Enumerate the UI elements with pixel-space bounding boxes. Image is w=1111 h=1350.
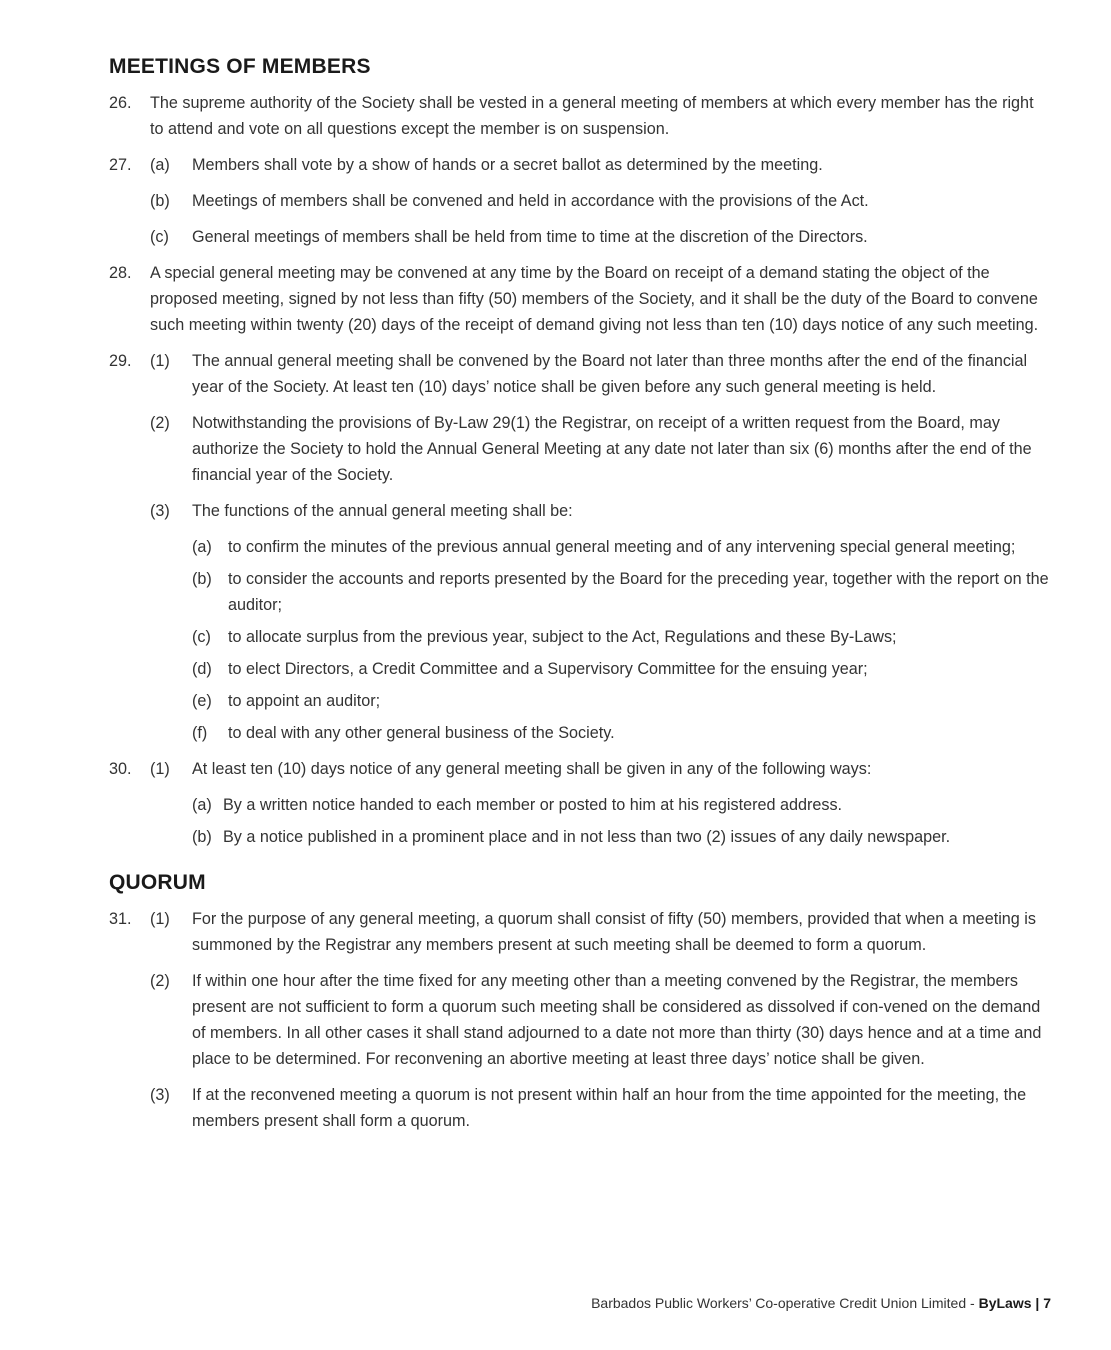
notice-way-text: By a notice published in a prominent place and in not less than two (2) issues of any daily newspaper. [223,828,951,846]
notice-way-label: (b) [192,828,212,846]
clause [150,906,1051,958]
page-number: 7 [1043,1295,1051,1311]
clause-text: The functions of the annual general meeting shall be: [192,502,573,520]
footer-organization: Barbados Public Workers’ Co-operative Credit Union Limited - [591,1295,979,1311]
function-label: (f) [192,724,208,742]
function-text: to confirm the minutes of the previous annual general meeting and of any intervening special general meeting; [228,538,1016,556]
notice-way-item [192,824,1051,850]
notice-ways-list [192,792,1051,850]
bylaw-26 [109,90,1051,142]
function-label: (b) [192,570,212,588]
clause [150,756,1051,850]
bylaw-number: 30. [109,760,132,778]
clause-label: (3) [150,1086,170,1104]
bylaw-clauses [150,348,1051,746]
clause-label: (3) [150,502,170,520]
bylaw-clauses [150,756,1051,850]
bylaw-text: A special general meeting may be convened at any time by the Board on receipt of a demand stating the object of the proposed meeting, signed by not less than fifty (50) members of the Society, and it shall be the duty of the Board to convene such meeting within twenty (20) days of the receipt of demand giving not less than ten (10) days notice of any such meeting. [150,264,1039,334]
clause-text: The annual general meeting shall be convened by the Board not later than three months after the end of the financial year of the Society. At least ten (10) days’ notice shall be given before any such general meeting is held. [192,352,1028,396]
function-text: to allocate surplus from the previous year, subject to the Act, Regulations and these By-Laws; [228,628,897,646]
bylaw-clauses [150,152,1051,250]
heading-meetings-of-members: MEETINGS OF MEMBERS [109,55,371,78]
clause-text: For the purpose of any general meeting, a quorum shall consist of fifty (50) members, provided that when a meeting is summoned by the Registrar any members present at such meeting shall be deemed to form a quorum. [192,910,1036,954]
bylaw-number: 26. [109,94,132,112]
functions-list [192,534,1051,746]
page-footer [591,1290,1051,1316]
bylaw-28 [109,260,1051,338]
function-item [192,720,1051,746]
function-item [192,624,1051,650]
function-label: (c) [192,628,211,646]
clause-label: (c) [150,228,169,246]
bylaw-number: 28. [109,264,132,282]
function-text: to consider the accounts and reports presented by the Board for the preceding year, together with the report on the auditor; [228,570,1049,614]
bylaw-29 [109,348,1051,746]
clause [150,410,1051,488]
function-item [192,566,1051,618]
bylaw-30 [109,756,1051,850]
document-body [109,54,1051,1144]
heading-quorum: QUORUM [109,871,206,894]
function-text: to appoint an auditor; [228,692,381,710]
clause-body [192,498,1051,746]
clause [150,224,1051,250]
function-label: (e) [192,692,212,710]
function-text: to deal with any other general business of the Society. [228,724,615,742]
clause-label: (2) [150,414,170,432]
clause-text: If at the reconvened meeting a quorum is not present within half an hour from the time appointed for the meeting, the members present shall form a quorum. [192,1086,1027,1130]
function-item [192,656,1051,682]
clause-text: Meetings of members shall be convened and held in accordance with the provisions of the Act. [192,192,869,210]
footer-separator: | [1031,1295,1044,1311]
clause-text: Members shall vote by a show of hands or a secret ballot as determined by the meeting. [192,156,823,174]
clause-label: (1) [150,352,170,370]
notice-way-text: By a written notice handed to each member or posted to him at his registered address. [223,796,843,814]
function-item [192,688,1051,714]
clause-text: Notwithstanding the provisions of By-Law 29(1) the Registrar, on receipt of a written request from the Board, may authorize the Society to hold the Annual General Meeting at any date not later than six (6) months after the end of the financial year of the Society. [192,414,1032,484]
clause-label: (b) [150,192,170,210]
bylaw-clauses [150,906,1051,1134]
footer-document-name: ByLaws [978,1295,1032,1311]
bylaw-number: 31. [109,910,132,928]
function-item [192,534,1051,560]
clause [150,348,1051,400]
bylaw-number: 29. [109,352,132,370]
notice-way-label: (a) [192,796,212,814]
clause [150,188,1051,214]
clause-label: (1) [150,760,170,778]
clause-text: If within one hour after the time fixed for any meeting other than a meeting convened by the Registrar, the members present are not sufficient to form a quorum such meeting shall be considered as dissolved if con-vened on the demand of members. In all other cases it shall stand adjourned to a date not more than thirty (30) days hence and at a time and place to be determined. For reconvening an abortive meeting at least three days’ notice shall be given. [192,972,1042,1068]
clause-text: At least ten (10) days notice of any general meeting shall be given in any of the following ways: [192,760,872,778]
clause-label: (2) [150,972,170,990]
clause [150,498,1051,746]
function-text: to elect Directors, a Credit Committee and a Supervisory Committee for the ensuing year; [228,660,868,678]
bylaw-text: The supreme authority of the Society shall be vested in a general meeting of members at which every member has the right to attend and vote on all questions except the member is on suspension. [150,94,1034,138]
clause-text: General meetings of members shall be held from time to time at the discretion of the Directors. [192,228,868,246]
bylaw-27 [109,152,1051,250]
clause-label: (1) [150,910,170,928]
clause [150,968,1051,1072]
clause-label: (a) [150,156,170,174]
function-label: (d) [192,660,212,678]
clause-body [192,756,1051,850]
bylaw-31 [109,906,1051,1134]
bylaw-number: 27. [109,156,132,174]
function-label: (a) [192,538,212,556]
notice-way-item [192,792,1051,818]
clause [150,1082,1051,1134]
clause [150,152,1051,178]
